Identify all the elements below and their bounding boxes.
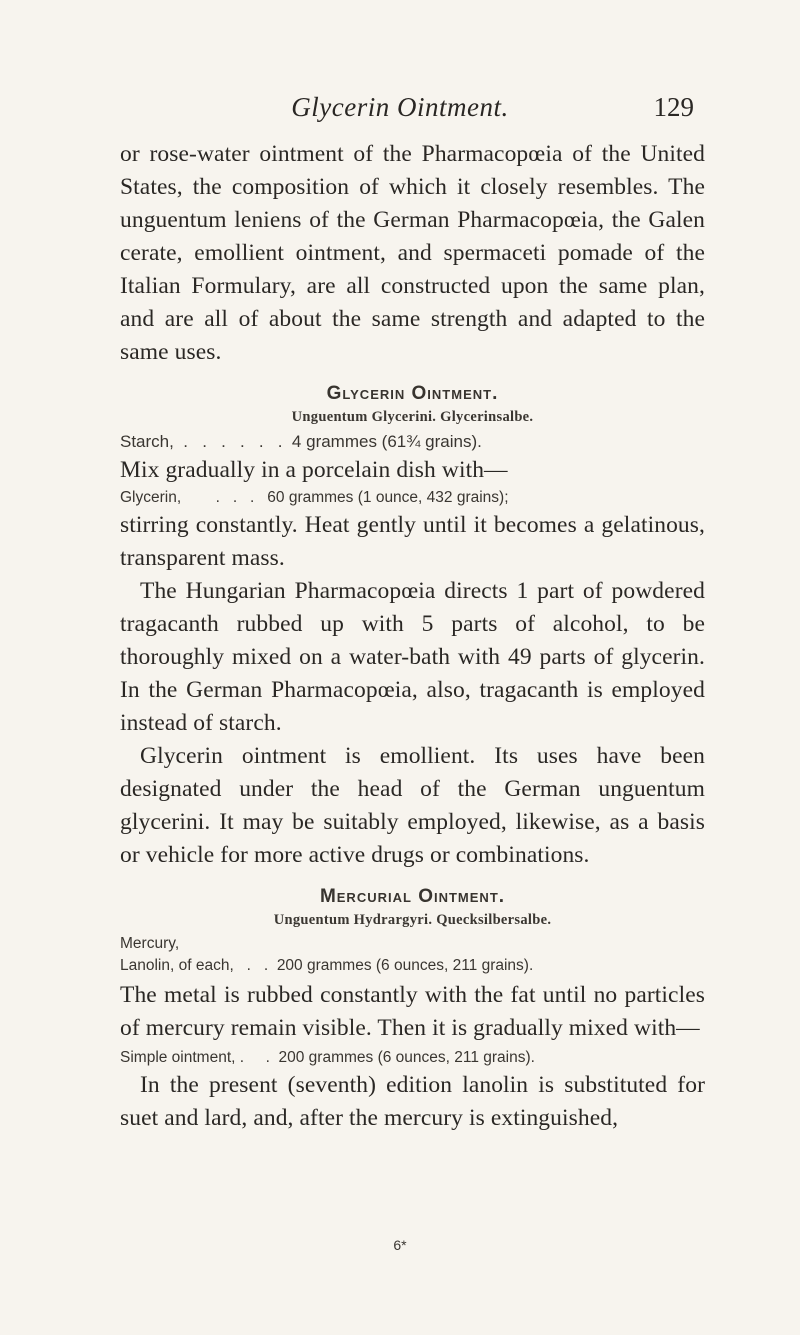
mercurial-paragraph-2: In the present (seventh) edition lanolin is substituted for suet and lard, and, after the mercury is extinguished,: [120, 1072, 705, 1131]
mercurial-ingredient-lanolin: Lanolin, of each, . . 200 grammes (6 ounces, 211 grains).: [120, 957, 534, 974]
signature-mark: 6*: [393, 1237, 407, 1253]
page-body: [120, 138, 705, 1135]
intro-paragraph: or rose-water ointment of the Pharmacopœia of the United States, the composition of which it closely resembles. The unguentum leniens of the German Pharmacopœia, the Galen cerate, emollient ointment, and spermaceti pomade of the Italian Formulary, are all constructed upon the same plan, and are all of about the same strength and adapted to the same uses.: [120, 141, 705, 365]
mercurial-ingredient-mercury: Mercury,: [120, 935, 180, 952]
glycerin-ointment-heading: Glycerin Ointment.: [326, 383, 499, 404]
glycerin-ingredient-starch: Starch, . . . . . . 4 grammes (61¾ grains).: [120, 432, 482, 451]
running-head: [0, 92, 800, 132]
mercurial-ingredient-simple-ointment: Simple ointment, . . 200 grammes (6 ounces, 211 grains).: [120, 1049, 535, 1066]
glycerin-mix-line: Mix gradually in a porcelain dish with—: [120, 457, 508, 483]
glycerin-paragraph-2: The Hungarian Pharmacopœia directs 1 part of powdered tragacanth rubbed up with 5 parts of alcohol, to be thoroughly mixed on a water-bath with 49 parts of glycerin. In the German Pharmacopœia, also, tragacanth is employed instead of starch.: [120, 578, 705, 736]
mercurial-ointment-subtitle: Unguentum Hydrargyri. Quecksilbersalbe.: [273, 912, 552, 928]
glycerin-ointment-subtitle: Unguentum Glycerini. Glycerinsalbe.: [291, 409, 534, 425]
glycerin-paragraph-3: Glycerin ointment is emollient. Its uses have been designated under the head of the German unguentum glycerini. It may be suitably employed, likewise, as a basis or vehicle for more active drugs or combinations.: [120, 743, 705, 868]
glycerin-paragraph-1: stirring constantly. Heat gently until it becomes a gelatinous, transparent mass.: [120, 512, 705, 571]
running-title: Glycerin Ointment.: [291, 92, 509, 122]
page-number: 129: [653, 92, 694, 122]
mercurial-paragraph-1: The metal is rubbed constantly with the fat until no particles of mercury remain visible. Then it is gradually mixed with—: [120, 982, 705, 1041]
glycerin-ingredient-glycerin: Glycerin, . . . 60 grammes (1 ounce, 432 grains);: [120, 489, 509, 506]
mercurial-ointment-heading: Mercurial Ointment.: [319, 886, 506, 907]
